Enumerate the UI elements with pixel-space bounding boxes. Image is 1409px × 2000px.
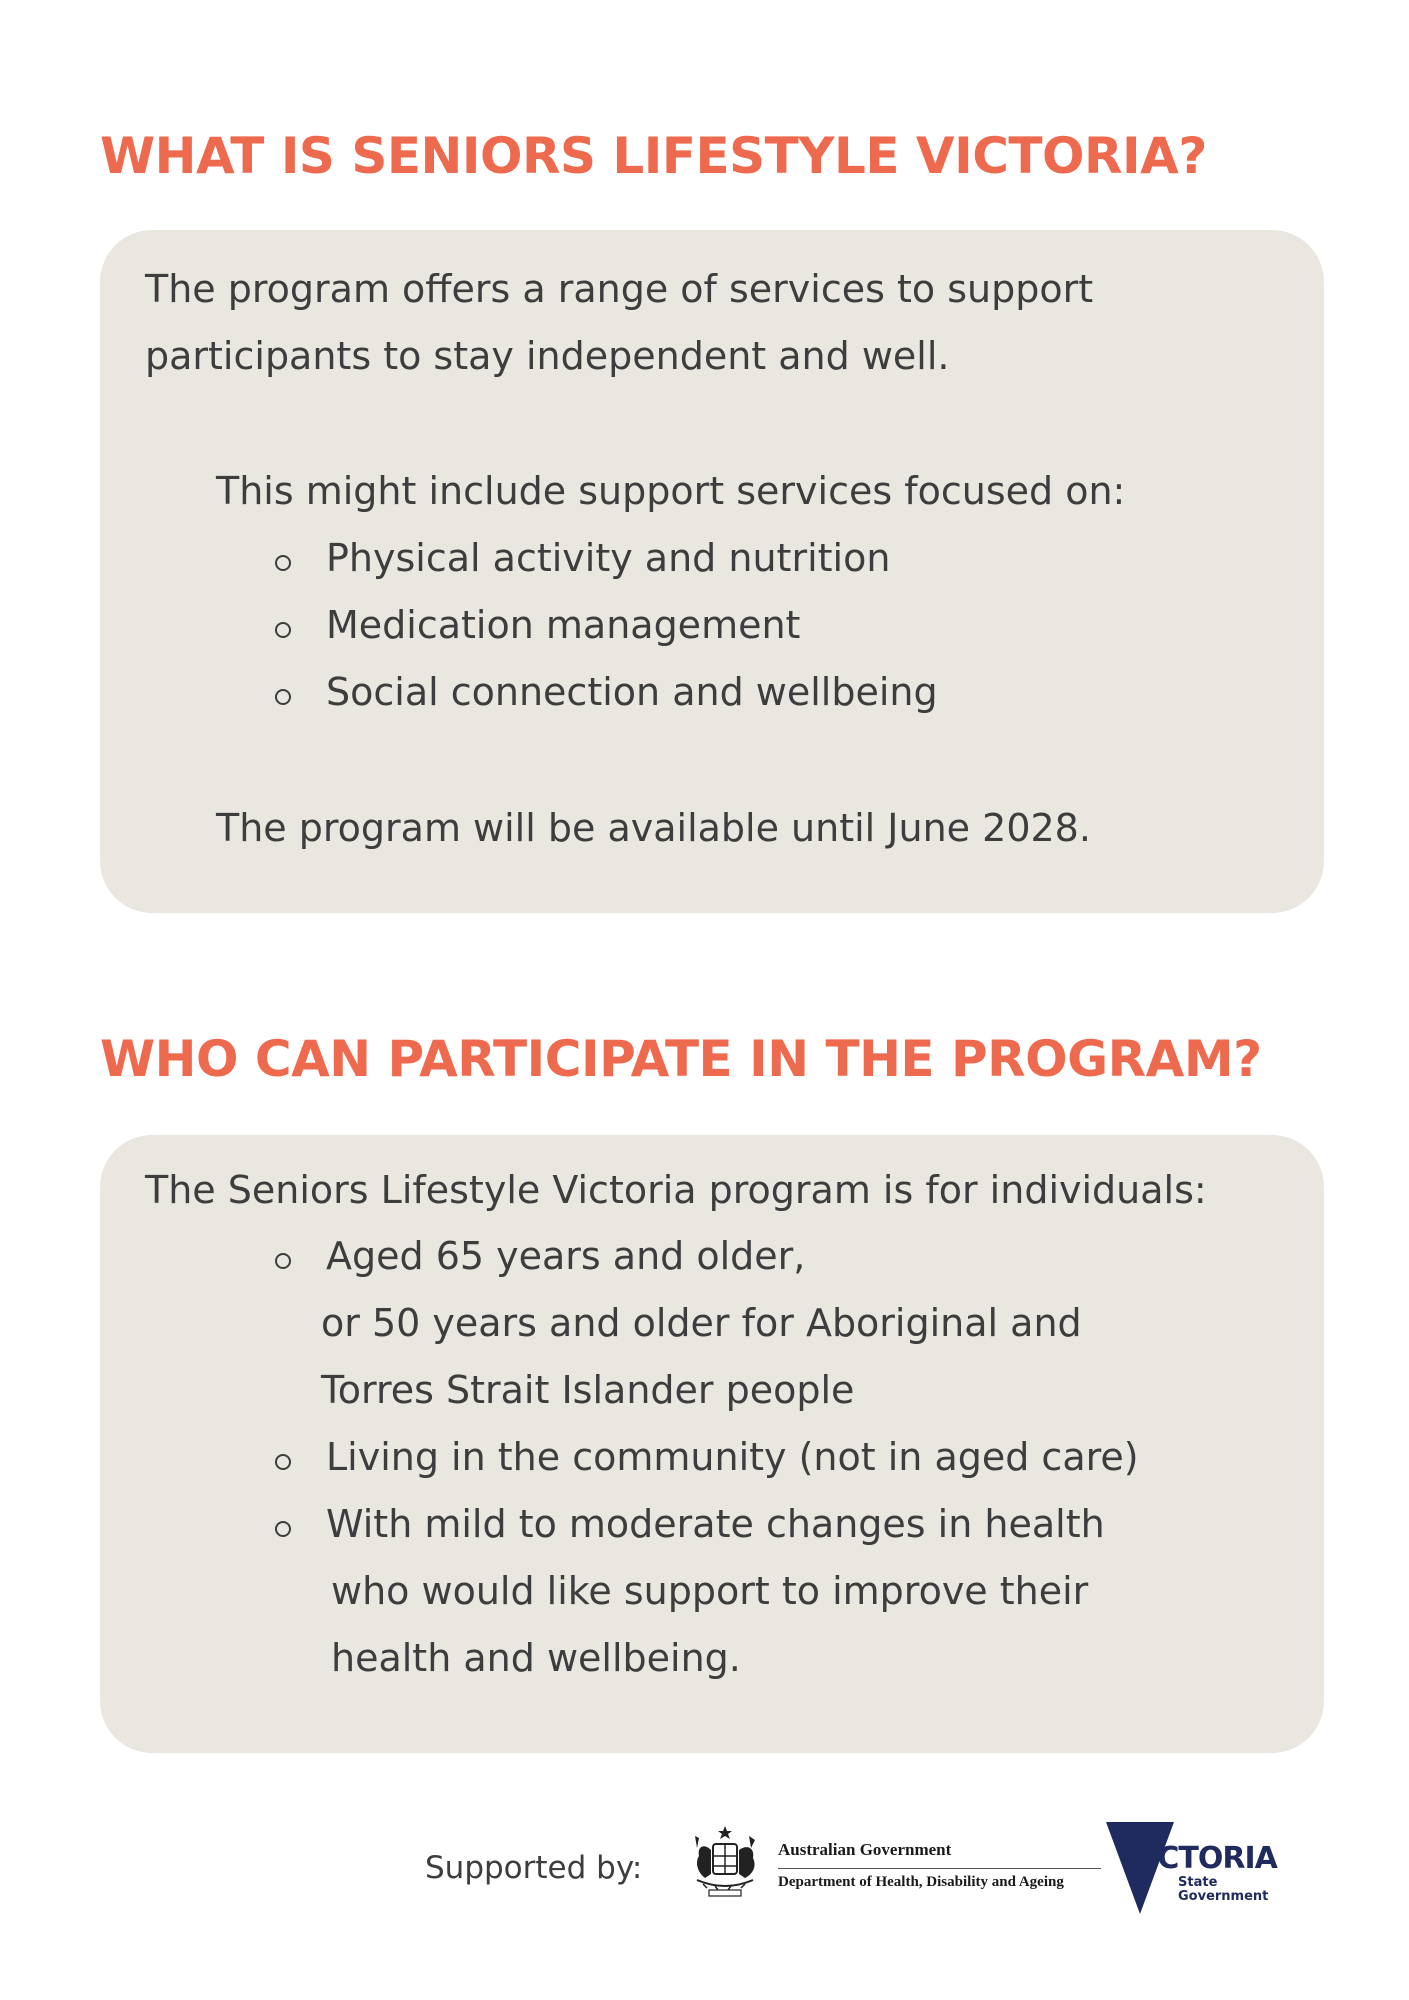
department-label: Department of Health, Disability and Ageing xyxy=(778,1874,1064,1890)
focus-item-physical-activity: Physical activity and nutrition xyxy=(326,536,891,580)
bullet-icon xyxy=(275,1253,291,1269)
bullet-icon xyxy=(275,1521,291,1537)
bullet-icon xyxy=(275,1454,291,1470)
bullet-icon xyxy=(275,622,291,638)
supported-by-label: Supported by: xyxy=(425,1850,643,1886)
criterion-health-line-1: With mild to moderate changes in health xyxy=(326,1502,1105,1546)
australian-government-logo xyxy=(675,1822,1105,1902)
intro-line-2: participants to stay independent and well. xyxy=(145,334,950,378)
coat-of-arms-icon xyxy=(675,1822,775,1902)
australian-government-label: Australian Government xyxy=(778,1840,952,1859)
focus-intro: This might include support services focused on: xyxy=(216,469,1126,513)
criterion-age-line-2: or 50 years and older for Aboriginal and xyxy=(321,1301,1082,1345)
criterion-age-line-3: Torres Strait Islander people xyxy=(321,1368,855,1412)
criterion-health-line-2: who would like support to improve their xyxy=(331,1569,1089,1613)
section-heading-who-can-participate: WHO CAN PARTICIPATE IN THE PROGRAM? xyxy=(100,1030,1262,1088)
criterion-community: Living in the community (not in aged care) xyxy=(326,1435,1139,1479)
intro-line-1: The program offers a range of services to support xyxy=(145,267,1094,311)
bullet-icon xyxy=(275,689,291,705)
eligibility-intro: The Seniors Lifestyle Victoria program is for individuals: xyxy=(145,1168,1207,1212)
focus-item-social-connection: Social connection and wellbeing xyxy=(326,670,938,714)
bullet-icon xyxy=(275,555,291,571)
focus-item-medication: Medication management xyxy=(326,603,801,647)
availability-text: The program will be available until June 2028. xyxy=(216,806,1091,850)
victoria-government-label: Government xyxy=(1178,1889,1269,1904)
eligibility-card xyxy=(100,1135,1324,1753)
section-heading-what-is: WHAT IS SENIORS LIFESTYLE VICTORIA? xyxy=(100,127,1207,185)
program-description-card xyxy=(100,230,1324,913)
criterion-health-line-3: health and wellbeing. xyxy=(331,1636,741,1680)
criterion-age-line-1: Aged 65 years and older, xyxy=(326,1234,806,1278)
victoria-wordmark: VICTORIA xyxy=(1125,1841,1277,1876)
victoria-state-government-logo xyxy=(1106,1822,1286,1914)
logo-divider xyxy=(778,1868,1101,1869)
victoria-state-label: State xyxy=(1178,1875,1218,1890)
